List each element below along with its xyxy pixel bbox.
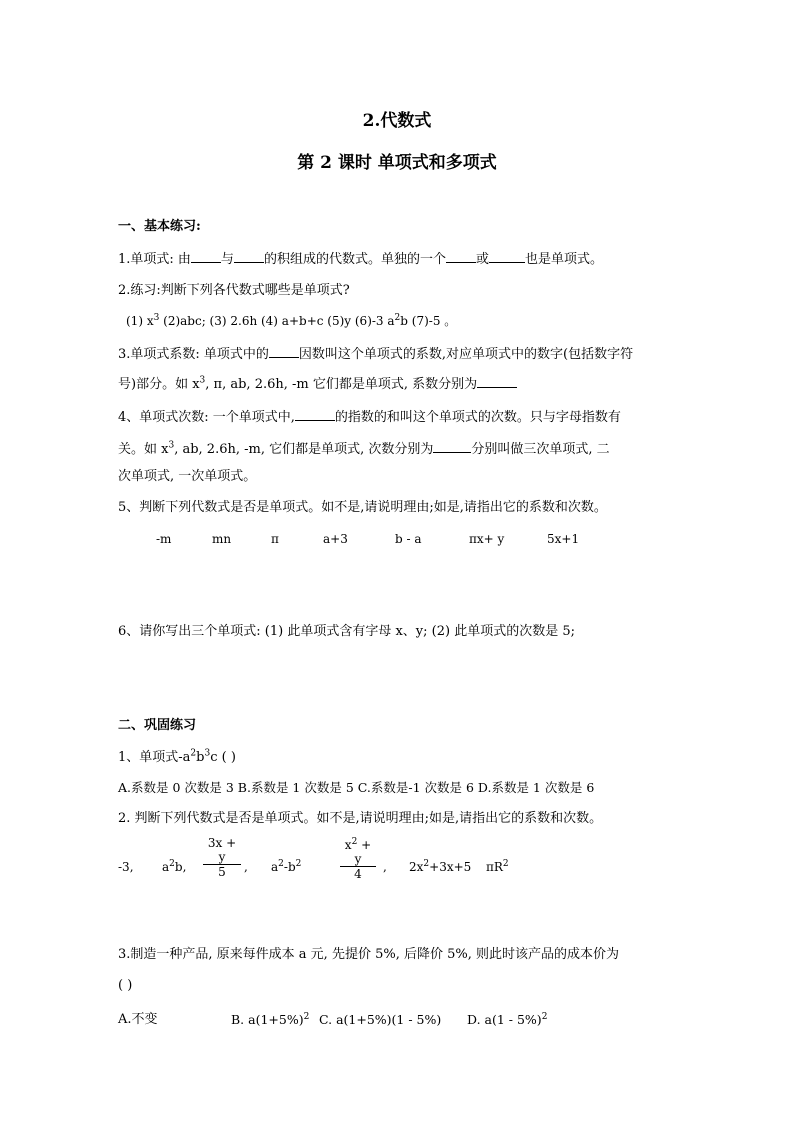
text: a bbox=[271, 860, 279, 874]
text: x bbox=[344, 838, 352, 852]
question-1-2: 2.练习:判断下列各代数式哪些是单项式? bbox=[118, 283, 350, 298]
numerator bbox=[340, 838, 376, 866]
text: (1) x bbox=[126, 314, 154, 328]
blank bbox=[234, 248, 264, 263]
expression bbox=[486, 860, 509, 874]
expression: a+3 bbox=[323, 532, 348, 546]
text: a bbox=[162, 860, 170, 874]
text: + y bbox=[354, 838, 372, 866]
exponent: 2 bbox=[169, 859, 175, 869]
text: D. a(1 - 5%) bbox=[467, 1012, 542, 1027]
text: 关。如 x bbox=[118, 442, 169, 457]
text: (2)abc; (3) 2.6h (4) a+b+c (5)y (6)-3 a bbox=[159, 314, 395, 328]
question-1-1 bbox=[118, 248, 603, 269]
denominator: 5 bbox=[218, 865, 226, 879]
exponent: 3 bbox=[168, 440, 175, 451]
exponent: 2 bbox=[351, 837, 358, 847]
exponent: 3 bbox=[204, 748, 211, 759]
question-1-4-line1 bbox=[118, 406, 621, 427]
exponent: 2 bbox=[295, 859, 302, 869]
expression: πx+ y bbox=[469, 532, 505, 546]
text: 1、单项式-a bbox=[118, 750, 191, 765]
text: 3.单项式系数: 单项式中的 bbox=[118, 347, 269, 362]
question-1-5: 5、判断下列代数式是否是单项式。如不是,请说明理由;如是,请指出它的系数和次数。 bbox=[118, 500, 607, 515]
blank bbox=[269, 343, 299, 358]
question-2-3-line1: 3.制造一种产品, 原来每件成本 a 元, 先提价 5%, 后降价 5%, 则此时该产品的成本价为 bbox=[118, 947, 619, 962]
page-subtitle: 第 2 课时 单项式和多项式 bbox=[297, 153, 497, 173]
question-1-3-line2 bbox=[118, 373, 517, 394]
expression bbox=[409, 860, 471, 874]
text: b (7)-5 。 bbox=[400, 314, 457, 328]
text: 因数叫这个单项式的系数,对应单项式中的数字(包括数字符 bbox=[298, 347, 634, 362]
expression: b - a bbox=[395, 532, 422, 546]
text: 的指数的和叫这个单项式的次数。只与字母指数有 bbox=[334, 410, 621, 425]
text: 2x bbox=[409, 860, 424, 874]
text: b bbox=[196, 750, 205, 765]
text: 4、单项式次数: 一个单项式中, bbox=[118, 410, 295, 425]
exponent: 2 bbox=[394, 313, 401, 323]
exponent: 3 bbox=[153, 313, 160, 323]
exponent: 2 bbox=[502, 859, 509, 869]
section2-heading: 二、巩固练习 bbox=[118, 718, 197, 733]
expression: -3, bbox=[118, 860, 134, 874]
blank bbox=[433, 438, 471, 453]
blank bbox=[477, 373, 517, 388]
text: 的积组成的代数式。单独的一个 bbox=[263, 252, 446, 267]
question-1-2-items bbox=[126, 312, 456, 330]
expression: 5x+1 bbox=[547, 532, 580, 546]
denominator: 4 bbox=[354, 867, 362, 881]
fraction bbox=[203, 836, 241, 879]
exponent: 2 bbox=[303, 1011, 310, 1022]
option-c: C. a(1+5%)(1 - 5%) bbox=[319, 1012, 442, 1027]
exponent: 2 bbox=[423, 859, 430, 869]
text: 也是单项式。 bbox=[524, 252, 603, 267]
option-d bbox=[467, 1011, 547, 1029]
page-title: 2.代数式 bbox=[362, 111, 432, 131]
question-2-1 bbox=[118, 749, 236, 767]
question-1-4-line3: 次单项式, 一次单项式。 bbox=[118, 469, 257, 484]
text: c ( ) bbox=[210, 750, 236, 765]
question-2-3-line2: ( ) bbox=[118, 978, 133, 993]
blank bbox=[446, 248, 476, 263]
text: 1.单项式: 由 bbox=[118, 252, 191, 267]
expression: mn bbox=[212, 532, 232, 546]
comma: , bbox=[383, 860, 387, 874]
text: , ab, 2.6h, -m, 它们都是单项式, 次数分别为 bbox=[174, 442, 434, 457]
numerator: 3x + y bbox=[207, 836, 237, 864]
text: -b bbox=[283, 860, 296, 874]
expression: π bbox=[271, 532, 279, 546]
question-1-6: 6、请你写出三个单项式: (1) 此单项式含有字母 x、y; (2) 此单项式的次数是 5; bbox=[118, 624, 575, 639]
blank bbox=[191, 248, 221, 263]
text: 与 bbox=[220, 252, 234, 267]
section1-heading: 一、基本练习: bbox=[118, 219, 201, 234]
text: 号)部分。如 x bbox=[118, 377, 200, 392]
option-b bbox=[231, 1011, 309, 1029]
expression bbox=[271, 860, 301, 874]
blank bbox=[295, 406, 335, 421]
fraction bbox=[340, 838, 376, 881]
question-1-4-line2 bbox=[118, 438, 610, 459]
question-1-3-line1 bbox=[118, 343, 633, 364]
text: 分别叫做三次单项式, 二 bbox=[471, 442, 610, 457]
exponent: 2 bbox=[278, 859, 284, 869]
text: πR bbox=[486, 860, 503, 874]
text: b, bbox=[174, 860, 187, 874]
exponent: 2 bbox=[190, 748, 197, 759]
text: +3x+5 bbox=[429, 860, 472, 874]
text: 或 bbox=[475, 252, 489, 267]
option-a: A.不变 bbox=[118, 1012, 158, 1027]
question-2-1-options: A.系数是 0 次数是 3 B.系数是 1 次数是 5 C.系数是-1 次数是 6 D.系数是 1 次数是 6 bbox=[118, 780, 595, 795]
expression: -m bbox=[156, 532, 172, 546]
exponent: 3 bbox=[199, 375, 206, 386]
text: B. a(1+5%) bbox=[231, 1012, 304, 1027]
expression bbox=[162, 860, 186, 874]
text: , π, ab, 2.6h, -m 它们都是单项式, 系数分别为 bbox=[205, 377, 478, 392]
comma: , bbox=[244, 860, 248, 874]
exponent: 2 bbox=[541, 1011, 548, 1022]
blank bbox=[489, 248, 525, 263]
question-2-2: 2. 判断下列代数式是否是单项式。如不是,请说明理由;如是,请指出它的系数和次数。 bbox=[118, 811, 603, 826]
